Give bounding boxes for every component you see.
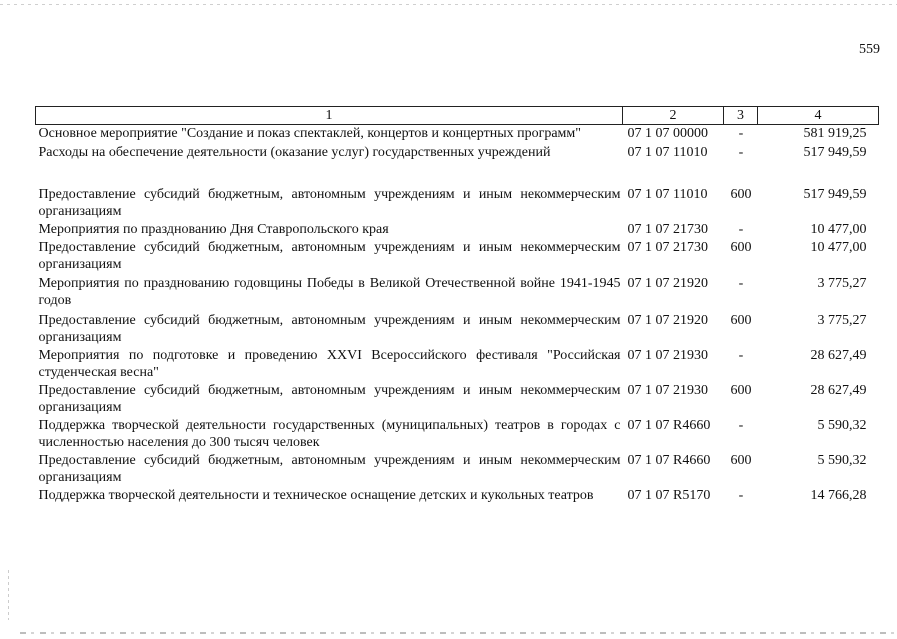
row-type: 600 [730,240,752,255]
scan-artifact-bottom [20,632,897,634]
table-row [36,312,879,347]
row-name: Предоставление субсидий бюджетным, автономным учреждениям и иным некоммерческим организациям [38,453,621,485]
table-row [36,417,879,452]
scan-artifact-left [8,570,9,620]
table-row [36,452,879,487]
row-code: 07 1 07 R4660 [627,418,711,433]
row-amount: 517 949,59 [803,187,867,202]
table-row [36,239,879,275]
row-name: Мероприятия по подготовке и проведению XXVI Всероссийского фестиваля "Российская студенческая весна" [38,348,621,380]
row-amount: 517 949,59 [803,145,867,160]
column-header-1: 1 [36,107,623,125]
row-code: 07 1 07 21730 [627,240,708,255]
table-row [36,144,879,186]
row-code: 07 1 07 21920 [627,276,708,291]
row-amount: 5 590,32 [817,453,867,468]
row-type: 600 [730,383,752,398]
row-name: Поддержка творческой деятельности и техническое оснащение детских и кукольных театров [38,488,594,503]
table-row [36,221,879,239]
row-name: Предоставление субсидий бюджетным, автономным учреждениям и иным некоммерческим организациям [38,187,621,219]
table-row [36,125,879,145]
table-row [36,186,879,221]
row-code: 07 1 07 21930 [627,348,708,363]
row-type: - [738,276,744,291]
row-type: 600 [730,187,752,202]
column-header-2: 2 [623,107,724,125]
row-amount: 10 477,00 [810,240,867,255]
column-header-4: 4 [758,107,879,125]
row-code: 07 1 07 11010 [627,145,708,160]
table-row [36,347,879,382]
page-number: 559 [859,42,880,57]
row-name: Поддержка творческой деятельности государственных (муниципальных) театров в городах с численностью населения до 300 тысяч человек [38,418,621,450]
row-amount: 28 627,49 [810,383,867,398]
row-code: 07 1 07 11010 [627,187,708,202]
row-amount: 28 627,49 [810,348,867,363]
row-amount: 581 919,25 [803,126,867,141]
row-type: - [738,488,744,503]
table-row [36,487,879,505]
table-row [36,275,879,312]
row-type: - [738,145,744,160]
table-header-row [36,107,879,125]
row-type: - [738,126,744,141]
row-code: 07 1 07 R5170 [627,488,711,503]
row-type: 600 [730,313,752,328]
row-name: Предоставление субсидий бюджетным, автономным учреждениям и иным некоммерческим организациям [38,313,621,345]
row-type: - [738,222,744,237]
row-amount: 3 775,27 [817,276,867,291]
budget-table [35,106,879,505]
row-code: 07 1 07 21920 [627,313,708,328]
scan-artifact-top [0,4,897,5]
row-name: Мероприятия по празднованию Дня Ставропольского края [38,222,389,237]
row-name: Предоставление субсидий бюджетным, автономным учреждениям и иным некоммерческим организациям [38,240,621,272]
row-code: 07 1 07 R4660 [627,453,711,468]
row-name: Основное мероприятие "Создание и показ спектаклей, концертов и концертных программ" [38,126,581,141]
row-amount: 3 775,27 [817,313,867,328]
row-name: Мероприятия по празднованию годовщины Победы в Великой Отечественной войне 1941-1945 годов [38,276,621,308]
row-code: 07 1 07 21930 [627,383,708,398]
row-amount: 14 766,28 [810,488,867,503]
row-amount: 5 590,32 [817,418,867,433]
row-type: 600 [730,453,752,468]
row-name: Предоставление субсидий бюджетным, автономным учреждениям и иным некоммерческим организациям [38,383,621,415]
row-type: - [738,348,744,363]
row-code: 07 1 07 21730 [627,222,708,237]
row-name: Расходы на обеспечение деятельности (оказание услуг) государственных учреждений [38,145,551,160]
row-code: 07 1 07 00000 [627,126,708,141]
row-amount: 10 477,00 [810,222,867,237]
table-row [36,382,879,417]
row-type: - [738,418,744,433]
column-header-3: 3 [724,107,758,125]
